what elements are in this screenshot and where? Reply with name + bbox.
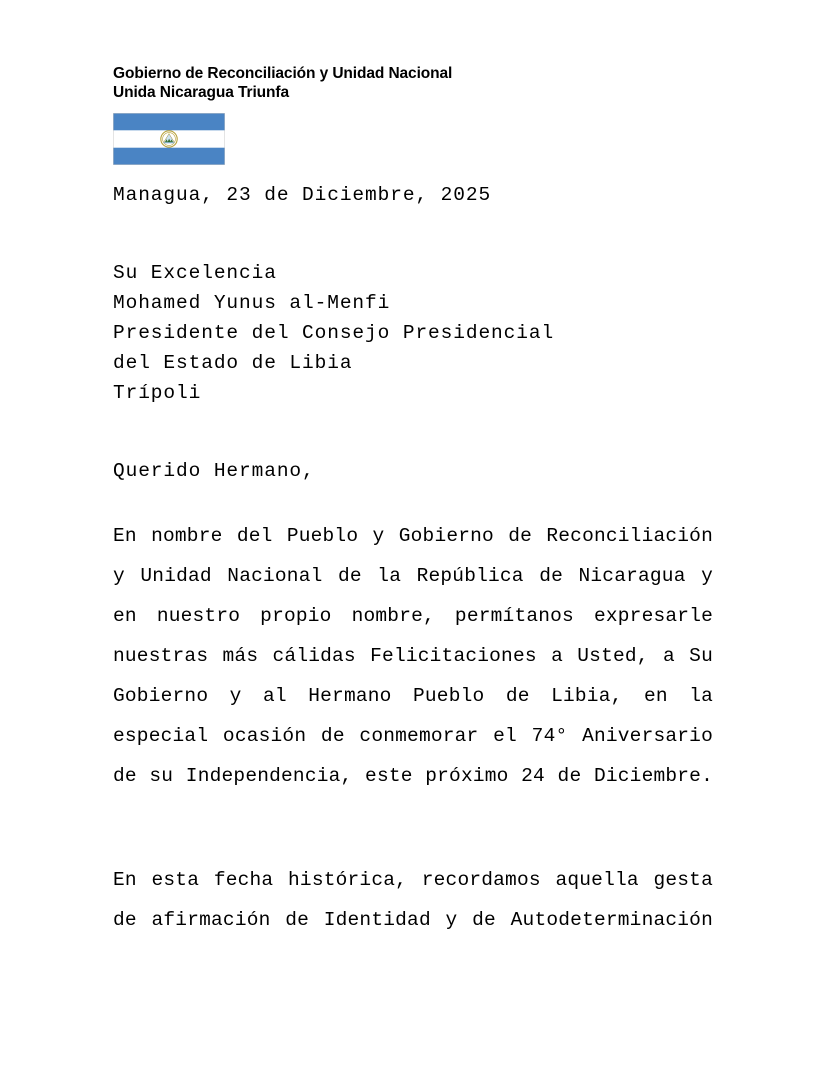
salutation: Querido Hermano, xyxy=(113,460,315,482)
date-line: Managua, 23 de Diciembre, 2025 xyxy=(113,184,492,206)
addressee-line-2: Mohamed Yunus al-Menfi xyxy=(113,292,391,314)
spacer-between-paragraphs xyxy=(113,836,713,860)
addressee-block xyxy=(113,258,713,408)
spacer-after-salutation xyxy=(113,486,713,516)
letterhead-line-2: Unida Nicaragua Triunfa xyxy=(113,84,289,101)
addressee-line-3: Presidente del Consejo Presidencial xyxy=(113,322,555,344)
letterhead xyxy=(113,64,733,102)
body-paragraph-2: En esta fecha histórica, recordamos aquella gesta de afirmación de Identidad y de Autodeterminación xyxy=(113,869,713,931)
letter-body xyxy=(113,180,713,980)
addressee-line-1: Su Excelencia xyxy=(113,262,277,284)
nicaragua-flag xyxy=(113,113,225,165)
letterhead-line-1: Gobierno de Reconciliación y Unidad Nacional xyxy=(113,65,453,82)
spacer-after-date xyxy=(113,210,713,258)
addressee-line-4: del Estado de Libia xyxy=(113,352,353,374)
spacer-after-addressee xyxy=(113,408,713,456)
addressee-line-5: Trípoli xyxy=(113,382,202,404)
flag-icon xyxy=(113,113,225,165)
body-paragraph-1: En nombre del Pueblo y Gobierno de Reconciliación y Unidad Nacional de la República de Nicaragua y en nuestro propio nombre, permítanos expresarle nuestras más cálidas Felicitaciones a Usted, a Su Gobierno y al Hermano Pueblo de Libia, en la especial ocasión de conmemorar el 74° Aniversario de su Independencia, este próximo 24 de Diciembre. xyxy=(113,525,713,787)
